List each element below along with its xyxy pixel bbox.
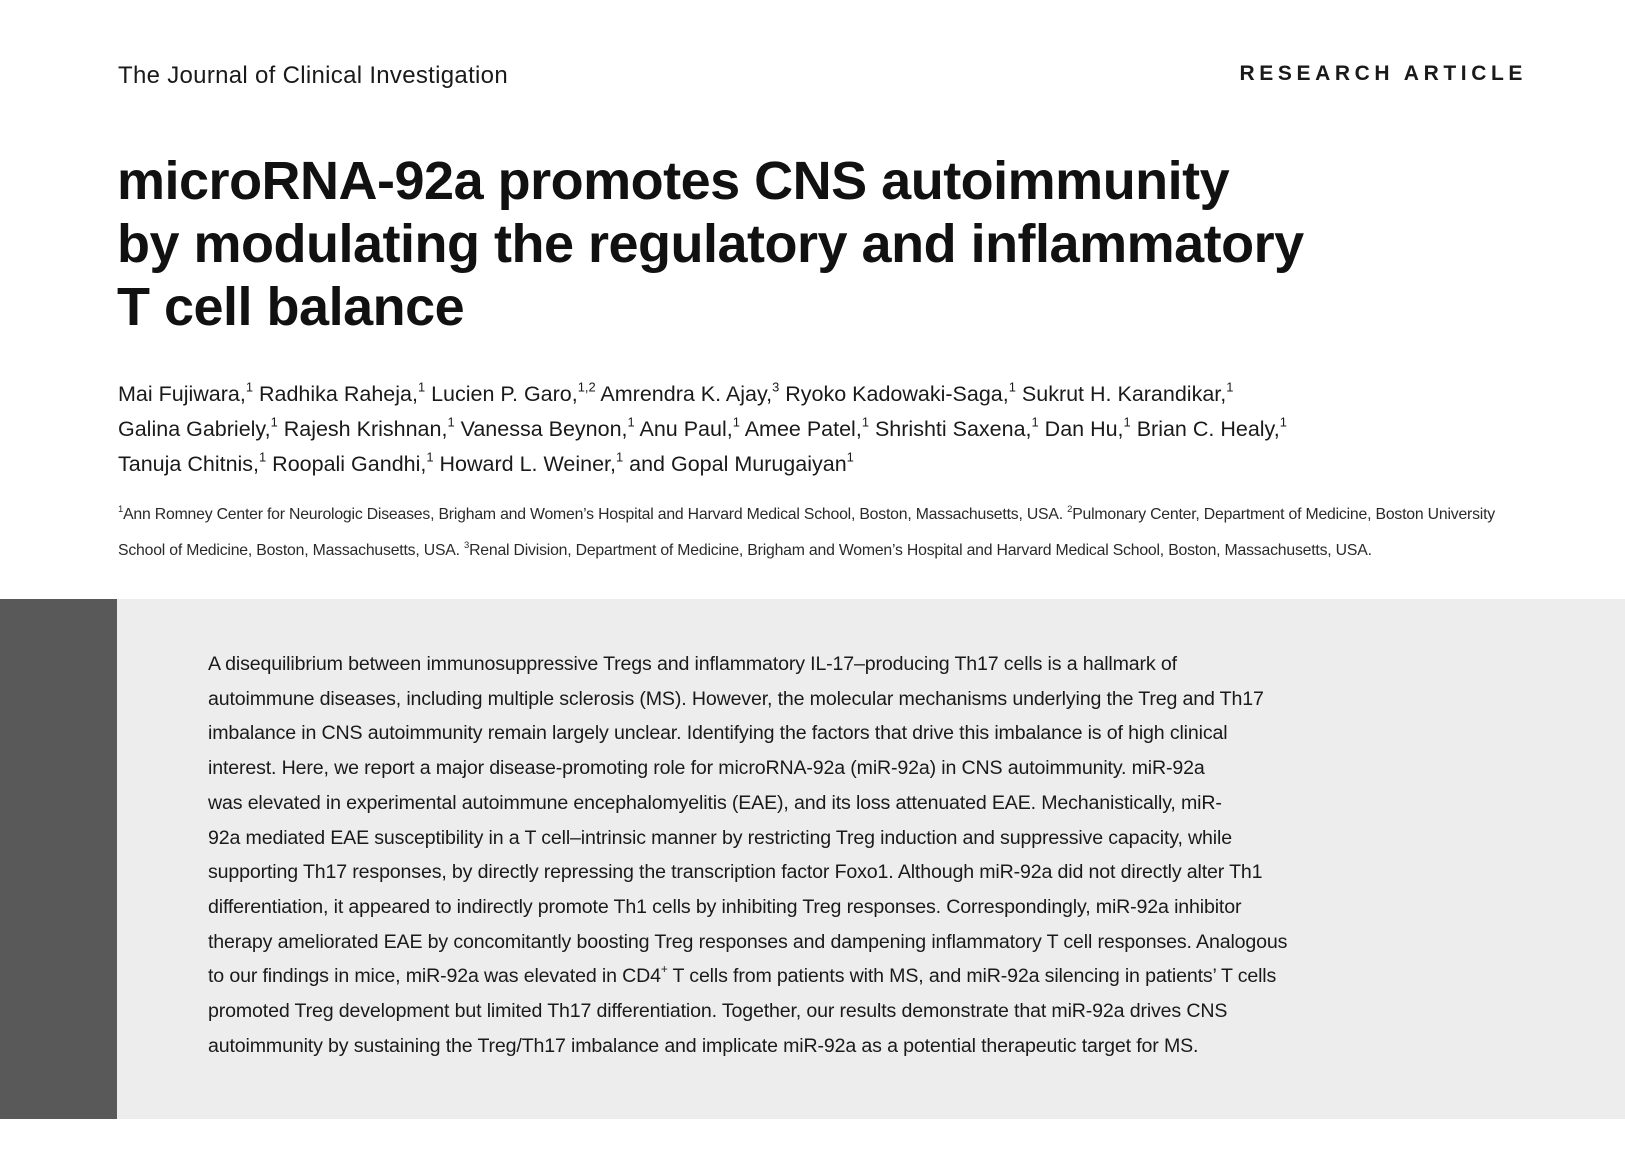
affiliation-marker: 2 (1067, 503, 1073, 515)
title-line: by modulating the regulatory and inflammatory (117, 214, 1304, 274)
affiliation-line (118, 533, 1518, 569)
affiliation-marker: 1 (270, 414, 278, 430)
cd4-plus-superscript: + (660, 963, 668, 977)
abstract-line: A disequilibrium between immunosuppressive Tregs and inflammatory IL-17–producing Th17 cells is a hallmark of (208, 653, 1177, 675)
affiliation-marker: 1 (118, 503, 124, 515)
abstract-text-segment: to our findings in mice, miR-92a was elevated in CD4 (208, 965, 661, 988)
abstract-line: autoimmunity by sustaining the Treg/Th17 imbalance and implicate miR-92a as a potential therapeutic target for MS. (208, 1034, 1199, 1057)
author-line (118, 412, 1538, 447)
abstract-side-bar (0, 599, 117, 1119)
author-name: Lucien P. Garo, (425, 382, 578, 406)
abstract-line: promoted Treg development but limited Th17 differentiation. Together, our results demonstrate that miR-92a drives CNS (208, 1000, 1228, 1023)
author-name: Galina Gabriely, (118, 417, 271, 441)
author-name: Amrendra K. Ajay, (595, 382, 773, 406)
abstract-line: autoimmune diseases, including multiple sclerosis (MS). However, the molecular mechanisms underlying the Treg and Th17 (208, 687, 1264, 710)
affiliation-text: School of Medicine, Boston, Massachusetts, USA. (118, 542, 464, 559)
affiliation-marker: 1 (245, 379, 254, 395)
affiliation-marker: 1 (732, 414, 740, 430)
affiliation-marker: 1 (1279, 414, 1287, 430)
affiliation-marker: 1 (447, 414, 455, 430)
author-name: Howard L. Weiner, (433, 452, 616, 476)
author-line (118, 377, 1538, 412)
affiliation-marker: 1 (1031, 414, 1039, 430)
affiliation-marker: 1 (259, 449, 267, 465)
title-line: microRNA-92a promotes CNS autoimmunity (117, 151, 1230, 211)
abstract-line: interest. Here, we report a major disease-promoting role for microRNA-92a (miR-92a) in CNS autoimmunity. miR-92a (208, 757, 1205, 780)
affiliation-marker: 1 (426, 449, 434, 465)
journal-name: The Journal of Clinical Investigation (118, 62, 508, 89)
affiliation-text: Ann Romney Center for Neurologic Diseases, Brigham and Women’s Hospital and Harvard Medical School, Boston, Massachusetts, USA. (123, 506, 1068, 523)
abstract-panel (0, 599, 1625, 1119)
affiliation-marker: 3 (772, 379, 780, 395)
affiliation-line (118, 497, 1518, 533)
affiliations (118, 497, 1518, 569)
article-title (117, 150, 1477, 339)
author-line (118, 447, 1538, 482)
author-name: and Gopal Murugaiyan (623, 452, 847, 476)
affiliation-marker: 1 (861, 414, 869, 430)
title-line: T cell balance (117, 277, 465, 337)
abstract-text-segment: T cells from patients with MS, and miR-92a silencing in patients’ T cells (667, 965, 1277, 988)
affiliation-marker: 1 (417, 379, 426, 395)
author-name: Sukrut H. Karandikar, (1015, 382, 1227, 406)
affiliation-marker: 1 (846, 449, 854, 465)
affiliation-marker: 3 (464, 539, 470, 551)
affiliation-marker: 1,2 (577, 379, 596, 395)
author-name: Amee Patel, (739, 417, 862, 441)
affiliation-text: Renal Division, Department of Medicine, Brigham and Women’s Hospital and Harvard Medical School, Boston, Massachusetts, USA. (469, 542, 1372, 559)
author-name: Ryoko Kadowaki-Saga, (779, 382, 1009, 406)
affiliation-marker: 1 (615, 449, 624, 465)
author-list (118, 377, 1538, 482)
affiliation-marker: 1 (627, 414, 635, 430)
abstract-line: therapy ameliorated EAE by concomitantly boosting Treg responses and dampening inflammatory T cell responses. Analogous (208, 930, 1288, 953)
affiliation-marker: 1 (1008, 379, 1016, 395)
abstract-line (208, 959, 1508, 994)
abstract-line: imbalance in CNS autoimmunity remain largely unclear. Identifying the factors that drive this imbalance is of high clinical (208, 722, 1228, 745)
author-name: Mai Fujiwara, (118, 382, 246, 406)
affiliation-marker: 1 (1226, 379, 1234, 395)
affiliation-text: Pulmonary Center, Department of Medicine, Boston University (1072, 506, 1495, 523)
abstract-line: was elevated in experimental autoimmune encephalomyelitis (EAE), and its loss attenuated EAE. Mechanistically, miR- (208, 791, 1222, 814)
affiliation-marker: 1 (1123, 414, 1131, 430)
article-type-label: RESEARCH ARTICLE (1239, 62, 1527, 85)
author-name: Radhika Raheja, (253, 382, 418, 406)
abstract-line: differentiation, it appeared to indirectly promote Th1 cells by inhibiting Treg responses. Correspondingly, miR-92a inhibitor (208, 895, 1242, 918)
author-name: Vanessa Beynon, (454, 417, 628, 441)
author-name: Roopali Gandhi, (266, 452, 427, 476)
author-name: Brian C. Healy, (1130, 417, 1280, 441)
abstract-line: 92a mediated EAE susceptibility in a T cell–intrinsic manner by restricting Treg induction and suppressive capacity, while (208, 826, 1232, 849)
author-name: Shrishti Saxena, (868, 417, 1032, 441)
author-name: Rajesh Krishnan, (277, 417, 448, 441)
author-name: Anu Paul, (634, 417, 733, 441)
abstract-text (208, 647, 1508, 1063)
abstract-line: supporting Th17 responses, by directly repressing the transcription factor Foxo1. Although miR-92a did not directly alter Th1 (208, 861, 1263, 884)
author-name: Dan Hu, (1038, 417, 1124, 441)
author-name: Tanuja Chitnis, (118, 452, 260, 476)
